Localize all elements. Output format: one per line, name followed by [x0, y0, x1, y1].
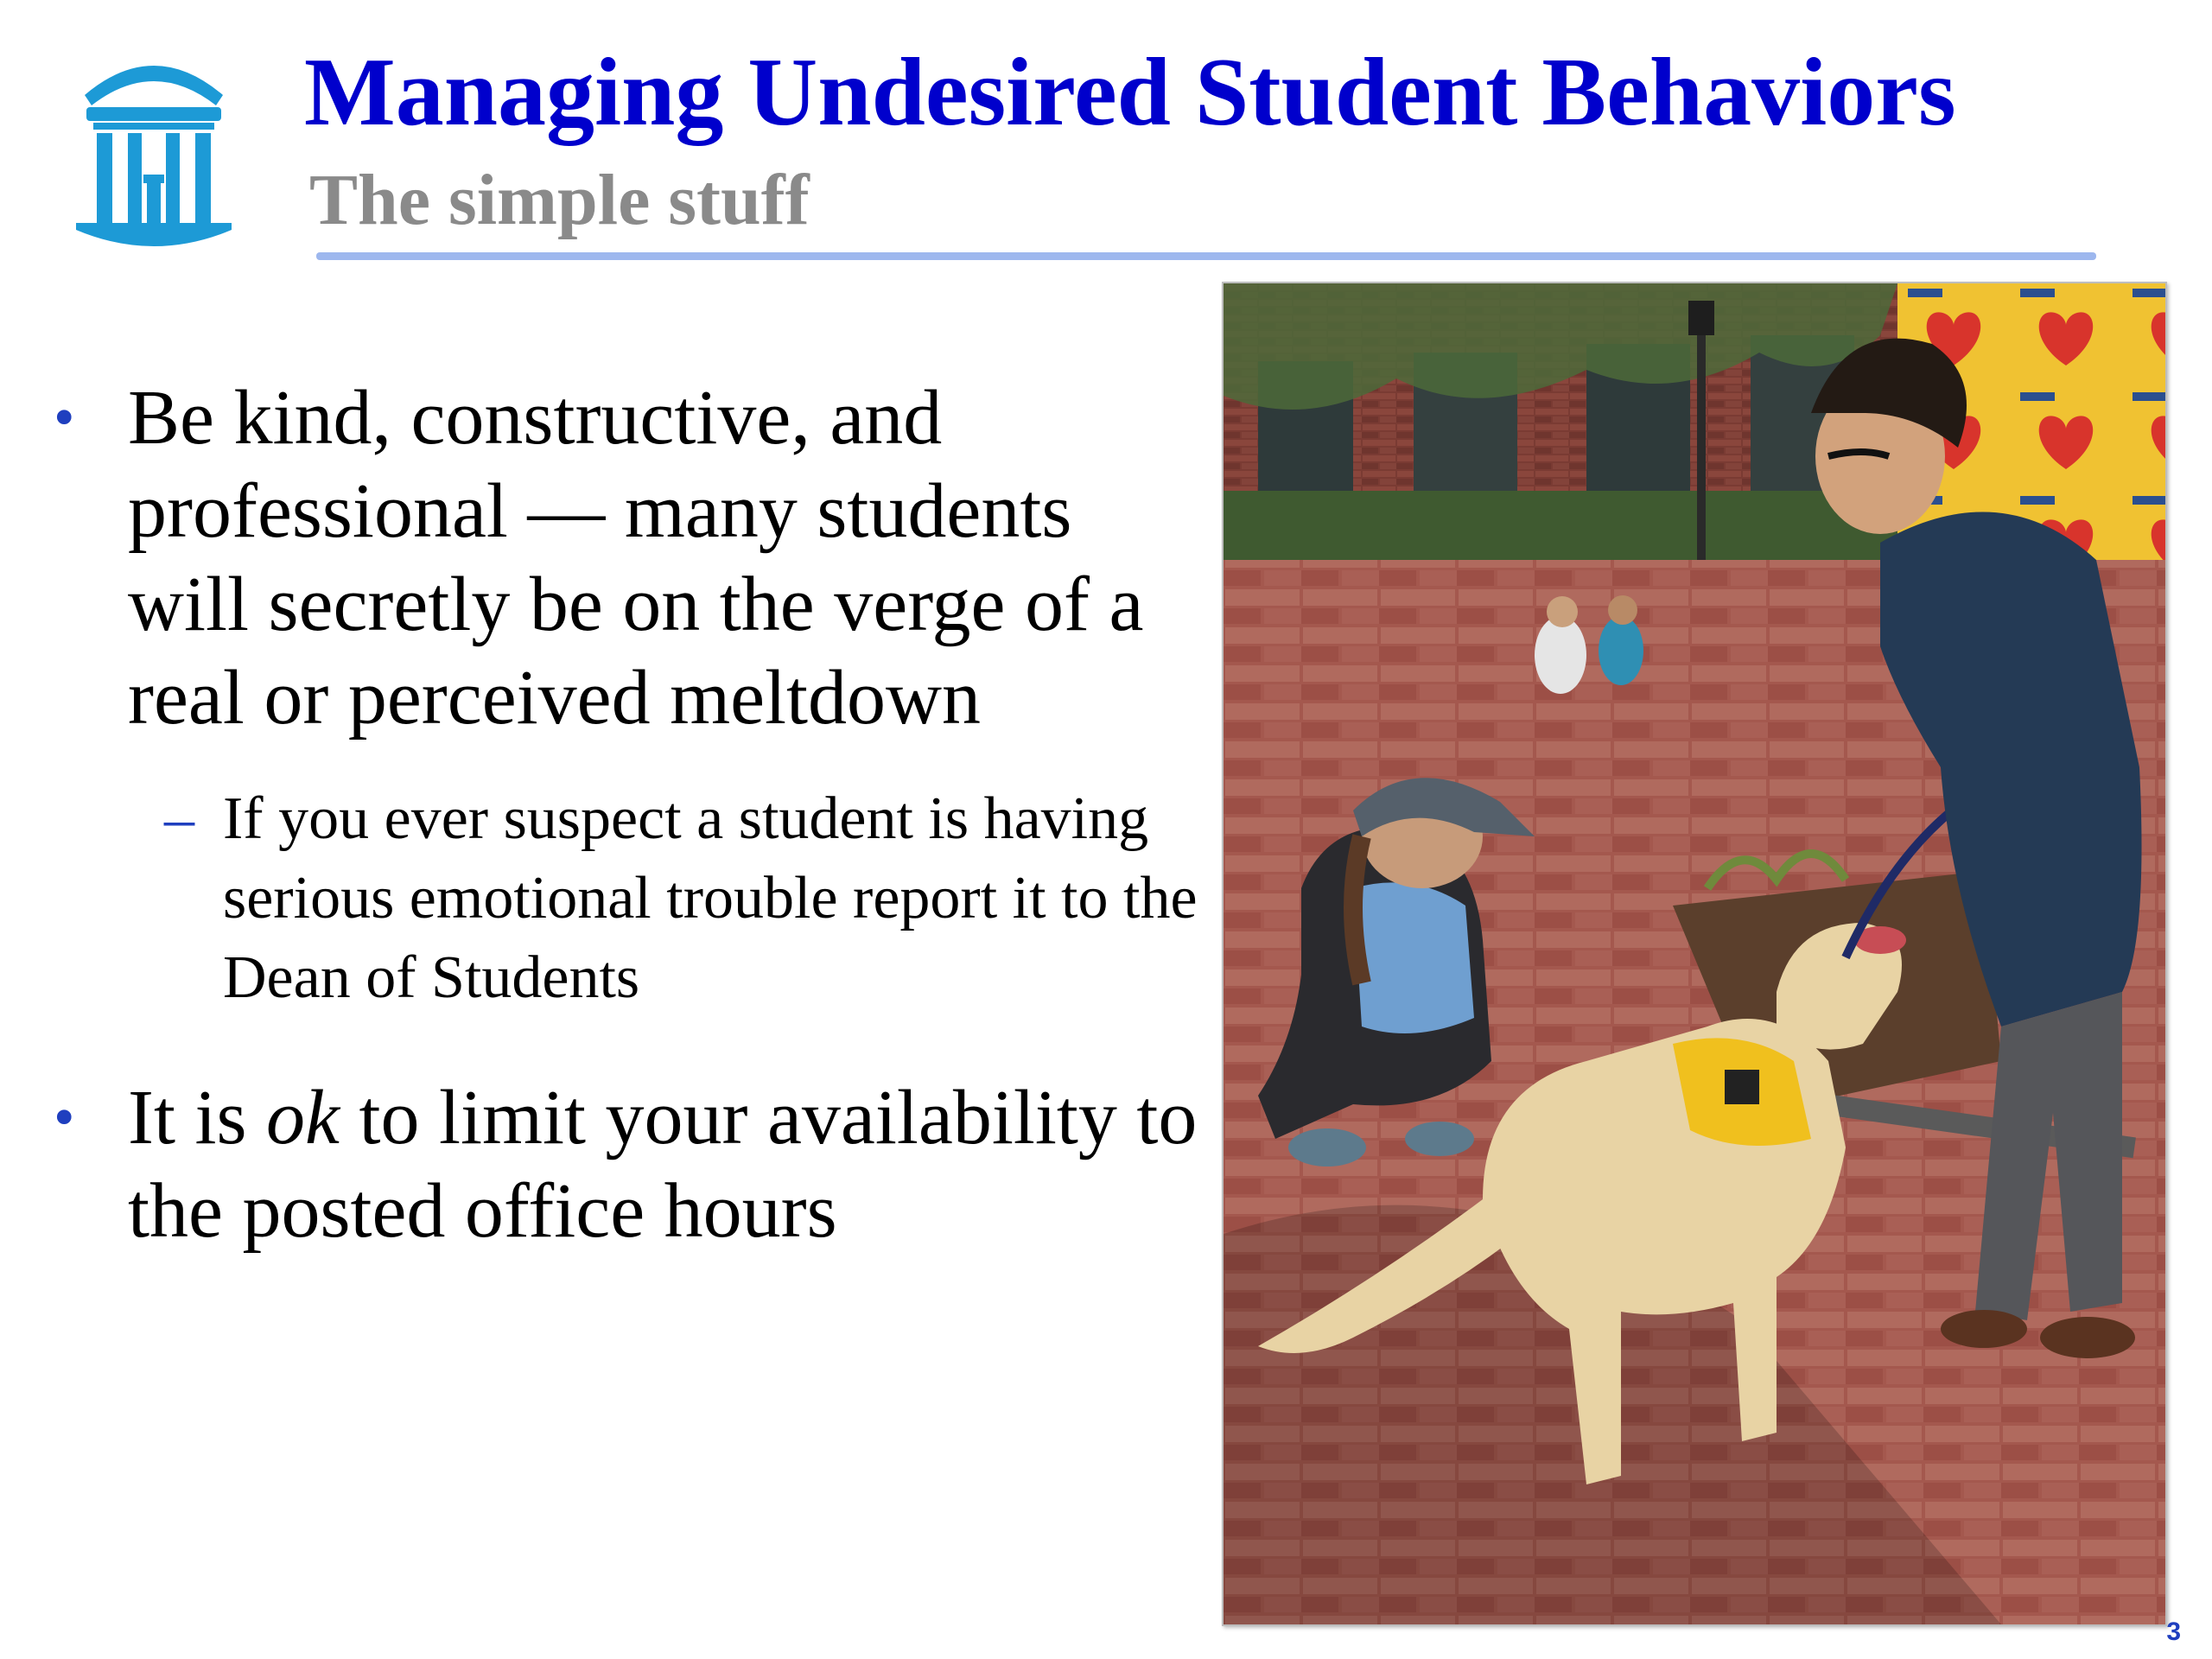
page-number: 3 [2166, 1618, 2181, 1646]
bullet-list [52, 372, 1201, 1258]
sub-bullet-item [52, 779, 1201, 1018]
sub-bullet-text: If you ever suspect a student is having serious emotional trouble report it to the Dean of Students [223, 785, 1198, 1011]
bullet-item [52, 372, 1201, 745]
bullet-text-before: It is [128, 1075, 267, 1160]
title-divider [316, 252, 2096, 260]
bullet-text-emphasis: ok [266, 1075, 340, 1160]
students-with-therapy-dog-photo [1222, 282, 2167, 1626]
old-well-icon [67, 45, 240, 252]
bullet-marker: • [54, 1084, 75, 1151]
bullet-text-after: to limit your availability to the posted office hours [128, 1075, 1198, 1254]
bullet-text: Be kind, constructive, and professional — many students will secretly be on the verge of a real or perceived meltdown [128, 375, 1144, 741]
bullet-marker: • [54, 385, 75, 451]
slide-subtitle: The simple stuff [309, 160, 810, 240]
bullet-item [52, 1071, 1201, 1258]
sub-bullet-marker: – [164, 785, 194, 852]
slide-title: Managing Undesired Student Behaviors [304, 39, 1956, 146]
